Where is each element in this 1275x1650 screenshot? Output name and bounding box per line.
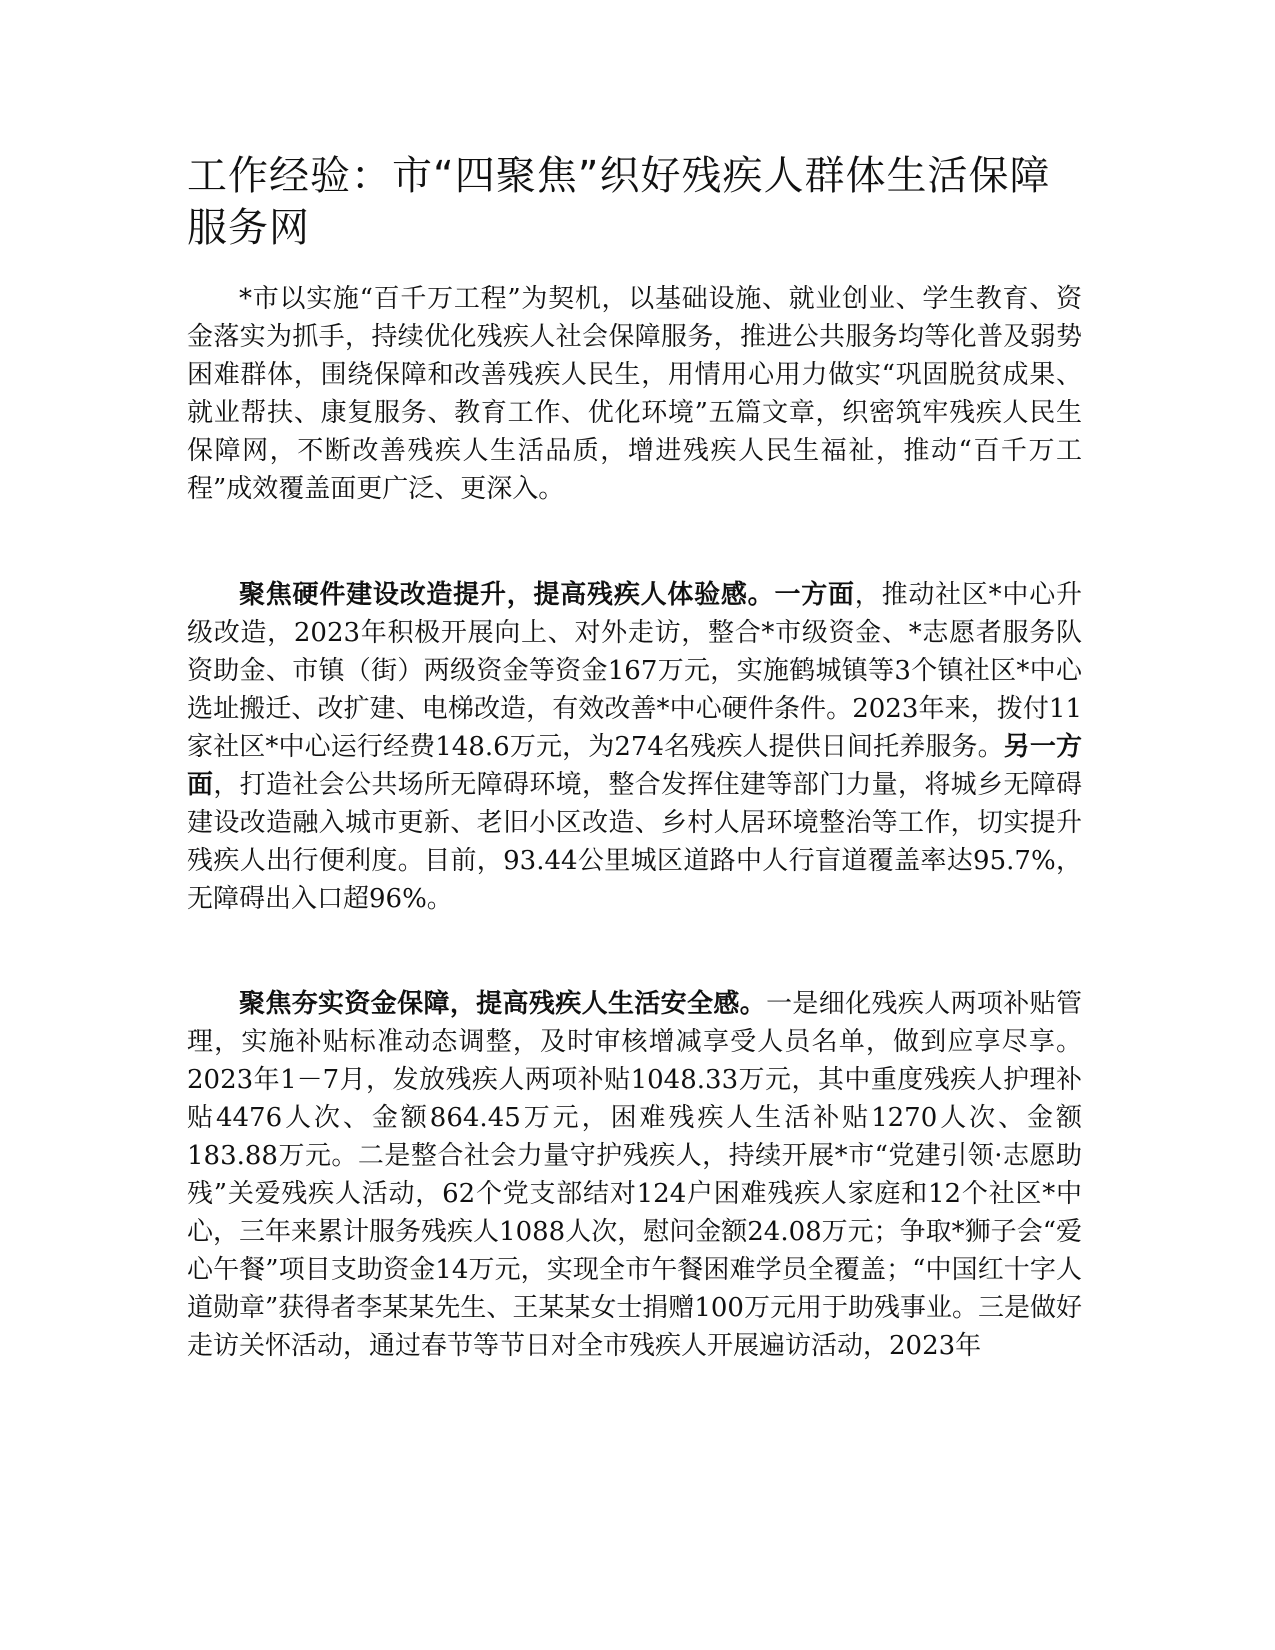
section-hardware-paragraph	[187, 576, 1082, 918]
section-funding-paragraph	[187, 985, 1082, 1365]
document-title: 工作经验：市“四聚焦”织好残疾人群体生活保障服务网	[187, 153, 1051, 251]
section-hardware-part1-text: ，推动社区*中心升级改造，2023年积极开展向上、对外走访，整合*市级资金、*志愿者服务队资助金、市镇（街）两级资金等资金167万元，实施鹤城镇等3个镇社区*中心选址搬迁、改扩建、电梯改造，有效改善*中心硬件条件。2023年来，拨付11家社区*中心运行经费148.6万元，为274名残疾人提供日间托养服务。	[187, 580, 1082, 762]
section-funding-text: 一是细化残疾人两项补贴管理，实施补贴标准动态调整，及时审核增减享受人员名单，做到应享尽享。2023年1－7月，发放残疾人两项补贴1048.33万元，其中重度残疾人护理补贴4476人次、金额864.45万元，困难残疾人生活补贴1270人次、金额183.88万元。二是整合社会力量守护残疾人，持续开展*市“党建引领·志愿助残”关爱残疾人活动，62个党支部结对124户困难残疾人家庭和12个社区*中心，三年来累计服务残疾人1088人次，慰问金额24.08万元；争取*狮子会“爱心午餐”项目支助资金14万元，实现全市午餐困难学员全覆盖；“中国红十字人道勋章”获得者李某某先生、王某某女士捐赠100万元用于助残事业。三是做好走访关怀活动，通过春节等节日对全市残疾人开展遍访活动，2023年	[187, 989, 1082, 1361]
section-hardware-heading: 聚焦硬件建设改造提升，提高残疾人体验感。	[239, 580, 775, 610]
section-hardware-part2-label: 另一方面	[187, 732, 1082, 800]
section-funding-heading: 聚焦夯实资金保障，提高残疾人生活安全感。	[239, 989, 767, 1019]
intro-paragraph: *市以实施“百千万工程”为契机，以基础设施、就业创业、学生教育、资金落实为抓手，持续优化残疾人社会保障服务，推进公共服务均等化普及弱势困难群体，围绕保障和改善残疾人民生，用情用心用力做实“巩固脱贫成果、就业帮扶、康复服务、教育工作、优化环境”五篇文章，织密筑牢残疾人民生保障网，不断改善残疾人生活品质，增进残疾人民生福祉，推动“百千万工程”成效覆盖面更广泛、更深入。	[187, 284, 1082, 504]
section-hardware-part1-label: 一方面	[774, 580, 855, 610]
section-hardware-part2-text: ，打造社会公共场所无障碍环境，整合发挥住建等部门力量，将城乡无障碍建设改造融入城市更新、老旧小区改造、乡村人居环境整治等工作，切实提升残疾人出行便利度。目前，93.44公里城区道路中人行盲道覆盖率达95.7%，无障碍出入口超96%。	[187, 770, 1082, 914]
